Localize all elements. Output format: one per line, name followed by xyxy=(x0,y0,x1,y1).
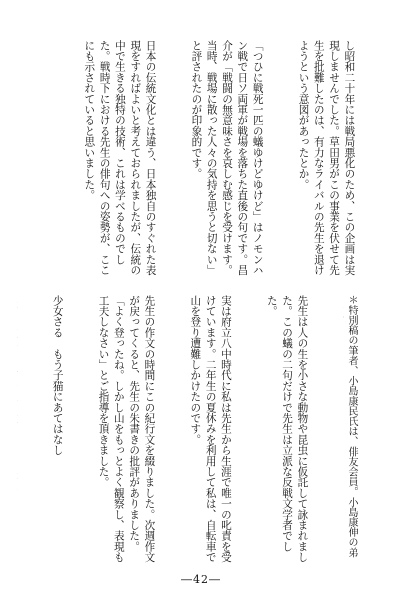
upper-text-block xyxy=(17,40,387,280)
paragraph: 先生は人の生を小さな動物や昆虫に仮託して詠まれました。この蟻の二句だけで先生は立派な反戦文学者でした。 xyxy=(265,295,309,563)
paragraph: 先生の作文の時間にこの紀行文を綴りました。次週作文が戻ってくると、先生の朱書きの批評がありました。「よく登ったね。しかし山をもっとよく観察し、表現も工夫しなさい」とご指導を頂きました。 xyxy=(97,295,156,563)
paragraph: し昭和二十年には戦局悪化のため、この企画は実現しませんでした。草田男がこの事業を伏せて先生を批難したのは、有力なライバルの先生を退けようという意図があったとか。 xyxy=(297,40,356,276)
editor-note xyxy=(343,295,387,563)
haiku-line: 少女さる もう子猫にあてはなし xyxy=(51,295,64,456)
paragraph: 日本の伝統文化とは違う、日本独自のすぐれた表現をすればよいと考えておられましたが、伝統の中で生きる独特の技術、これは学べるものでした。戦時下における先生の俳句への姿勢が、ここにも示されていると思いました。 xyxy=(83,40,157,276)
paragraph: 実は府立八中時代に私は先生から生涯で唯一の叱責を受けています。二年生の夏休みを利用して私は、自転車で山を登り遭難しかけたのです。 xyxy=(189,295,232,563)
paragraph xyxy=(17,295,19,563)
page-number: ―42― xyxy=(181,573,221,586)
paragraph: 「つひに戦死一匹の蟻ゆけどゆけど」はノモンハン戦で日ソ両軍が戦場を落ちた直後の句です。昌介が「戦闘の無意味さを哀しむ感じを受けます。当時、戦場に散った人々の気持を思うと切ない」と評されたのが印象的です。 xyxy=(190,40,264,276)
lower-text-block xyxy=(17,295,340,563)
note-text: ＊特別稿の筆者、小島康民氏は、俳友会員。小島康伸の弟 xyxy=(346,295,357,558)
